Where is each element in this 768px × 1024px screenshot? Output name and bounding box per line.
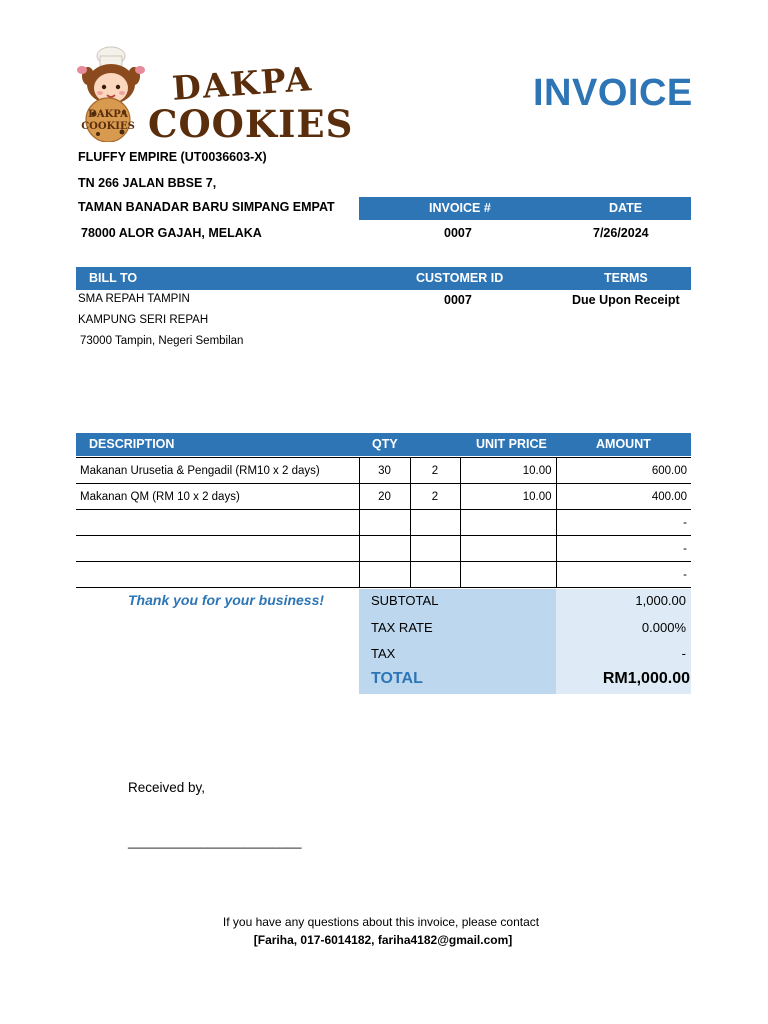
item-unit-price — [460, 562, 556, 588]
item-unit-price: 10.00 — [460, 458, 556, 484]
terms-label: TERMS — [604, 271, 648, 285]
invoice-date-value: 7/26/2024 — [593, 226, 649, 240]
subtotal-value: 1,000.00 — [635, 593, 686, 608]
item-unit-price — [460, 510, 556, 536]
item-days: 2 — [410, 484, 460, 510]
items-table — [76, 457, 691, 588]
item-amount: 400.00 — [556, 484, 691, 510]
customer-id-label: CUSTOMER ID — [416, 271, 504, 285]
customer-id-value: 0007 — [444, 293, 472, 307]
item-days — [410, 562, 460, 588]
items-header — [76, 433, 691, 456]
item-amount: - — [556, 510, 691, 536]
item-description — [76, 510, 359, 536]
item-qty — [359, 562, 410, 588]
received-by-label: Received by, — [128, 780, 206, 795]
seller-address-2: TAMAN BANADAR BARU SIMPANG EMPAT — [78, 200, 335, 214]
bill-to-line-2: KAMPUNG SERI REPAH — [78, 314, 209, 326]
table-row — [76, 562, 691, 588]
item-qty — [359, 536, 410, 562]
total-label: TOTAL — [371, 670, 423, 687]
item-amount: - — [556, 562, 691, 588]
bill-to-label: BILL TO — [89, 271, 138, 285]
item-qty: 30 — [359, 458, 410, 484]
item-amount: 600.00 — [556, 458, 691, 484]
table-row — [76, 510, 691, 536]
tax-value: - — [681, 646, 686, 661]
totals-values — [556, 589, 691, 694]
totals-labels — [359, 589, 556, 694]
description-header: DESCRIPTION — [89, 437, 175, 451]
cookie-girl-icon — [76, 42, 146, 142]
item-qty: 20 — [359, 484, 410, 510]
brand-logo — [76, 42, 354, 146]
footer-contact-details: [Fariha, 017-6014182, fariha4182@gmail.com] — [253, 933, 513, 947]
invoice-title: INVOICE — [533, 72, 693, 114]
subtotal-label: SUBTOTAL — [371, 593, 439, 608]
bill-to-line-3: 73000 Tampin, Negeri Sembilan — [80, 335, 244, 347]
logo-badge-text-2: COOKIES — [81, 121, 135, 132]
footer-contact-note: If you have any questions about this invoice, please contact — [222, 915, 540, 929]
table-row — [76, 536, 691, 562]
tax-rate-label: TAX RATE — [371, 620, 433, 635]
bill-to-line-1: SMA REPAH TAMPIN — [78, 293, 190, 305]
table-row — [76, 458, 691, 484]
item-amount: - — [556, 536, 691, 562]
invoice-number-label: INVOICE # — [429, 201, 491, 215]
tax-label: TAX — [371, 646, 396, 661]
item-description — [76, 536, 359, 562]
brand-name-line2: COOKIES — [148, 102, 354, 146]
invoice-number-value: 0007 — [444, 226, 472, 240]
item-days: 2 — [410, 458, 460, 484]
seller-address-3: 78000 ALOR GAJAH, MELAKA — [81, 226, 262, 240]
amount-header: AMOUNT — [596, 437, 651, 451]
signature-line: ________________________ — [128, 834, 302, 849]
item-unit-price — [460, 536, 556, 562]
date-label: DATE — [609, 201, 643, 215]
seller-company: FLUFFY EMPIRE (UT0036603-X) — [78, 150, 267, 164]
thank-you-message: Thank you for your business! — [128, 592, 325, 608]
item-qty — [359, 510, 410, 536]
item-description: Makanan Urusetia & Pengadil (RM10 x 2 days) — [76, 458, 359, 484]
item-description — [76, 562, 359, 588]
item-days — [410, 510, 460, 536]
tax-rate-value: 0.000% — [641, 620, 686, 635]
seller-address-1: TN 266 JALAN BBSE 7, — [78, 176, 217, 190]
total-value: RM1,000.00 — [602, 670, 690, 687]
item-unit-price: 10.00 — [460, 484, 556, 510]
terms-value: Due Upon Receipt — [572, 293, 680, 307]
table-row — [76, 484, 691, 510]
item-description: Makanan QM (RM 10 x 2 days) — [76, 484, 359, 510]
unit-price-header: UNIT PRICE — [476, 437, 547, 451]
qty-header: QTY — [372, 437, 398, 451]
brand-name-line1: DAKPA — [170, 59, 315, 108]
bill-to-header — [76, 267, 691, 290]
invoice-meta-header — [359, 197, 691, 220]
logo-badge-text-1: DAKPA — [88, 109, 128, 120]
item-days — [410, 536, 460, 562]
